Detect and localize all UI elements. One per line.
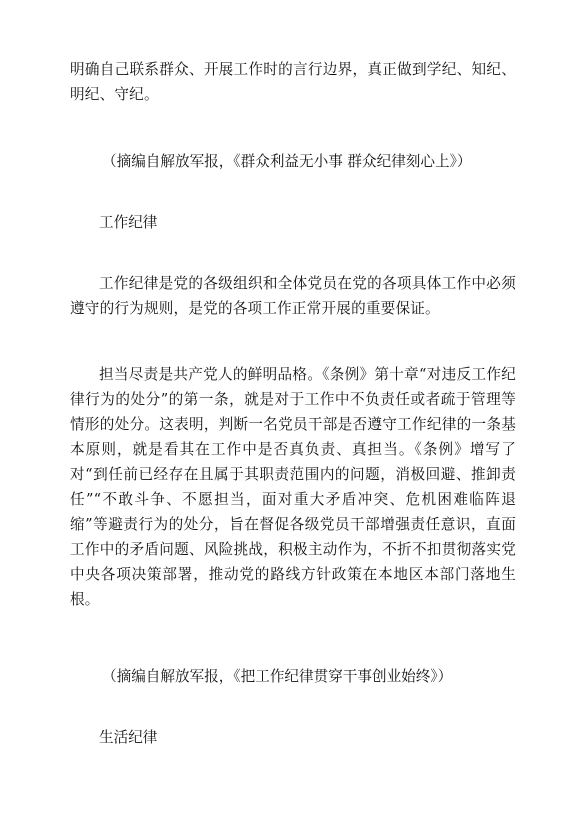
source-citation-mass-discipline: （摘编自解放军报，《群众利益无小事 群众纪律刻心上》） xyxy=(102,153,472,170)
paragraph-mass-discipline-end: 明确自己联系群众、开展工作时的言行边界，真正做到学纪、知纪、明纪、守纪。 xyxy=(70,61,516,103)
section-heading-life-discipline: 生活纪律 xyxy=(99,729,158,746)
paragraph-work-discipline-responsibility: 担当尽责是共产党人的鲜明品格。《条例》第十章“对违反工作纪律行为的处分”的第一条，就是对于工作中不负责任或者疏于管理等情形的处分。这表明，判断一名党员干部是否遵守工作纪律的一条基本原则，就是看其在工作中是否真负责、真担当。《条例》增写了对“到任前已经存在且属于其职责范围内的问题，消极回避、推卸责任”“不敢斗争、不愿担当，面对重大矛盾冲突、危机困难临阵退缩”等避责行为的处分，旨在督促各级党员干部增强责任意识，直面工作中的矛盾问题、风险挑战，积极主动作为，不折不扣贯彻落实党中央各项决策部署，推动党的路线方针政策在本地区本部门落地生根。 xyxy=(70,366,516,608)
paragraph-work-discipline-definition: 工作纪律是党的各级组织和全体党员在党的各项具体工作中必须遵守的行为规则，是党的各项工作正常开展的重要保证。 xyxy=(70,275,516,317)
section-heading-work-discipline: 工作纪律 xyxy=(99,214,158,231)
source-citation-work-discipline: （摘编自解放军报，《把工作纪律贯穿干事创业始终》） xyxy=(102,668,453,685)
